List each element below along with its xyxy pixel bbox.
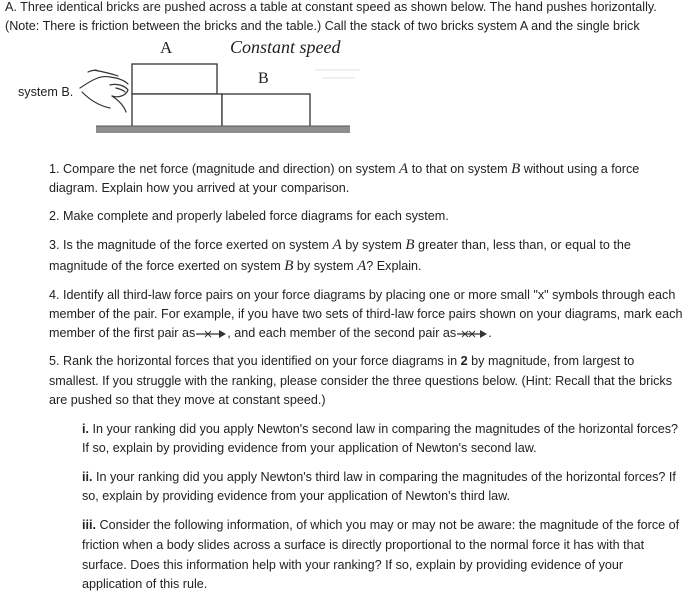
q3-line-1: 3. Is the magnitude of the force exerted on system A by system B greater than, less than, or equal to the: [49, 237, 631, 253]
sub-iii-number: iii.: [82, 518, 96, 532]
sub-ii-line-2: so, explain by providing evidence from your application of Newton's third law.: [82, 489, 511, 503]
q1-line-2: diagram. Explain how you arrived at your comparison.: [49, 181, 350, 195]
bricks-figure: [0, 0, 700, 150]
q5-line-2: smallest. If you struggle with the ranking, please consider the three questions below. (Hint: Recall that the bricks: [49, 374, 673, 388]
table-surface: [96, 126, 350, 133]
double-x-arrow-icon: [456, 329, 488, 339]
q3-number: 3.: [49, 238, 60, 252]
sub-iii-line-1: iii. Consider the following information, of which you may or may not be aware: the magnitude of the force of: [82, 518, 680, 532]
q4-number: 4.: [49, 288, 60, 302]
pushing-hand-icon: [80, 70, 128, 112]
q5-line-1: 5. Rank the horizontal forces that you identified on your force diagrams in 2 by magnitude, from largest to: [49, 354, 635, 368]
motion-ghost-lines: [315, 70, 360, 78]
q3-line-2: magnitude of the force exerted on system B by system A? Explain.: [49, 258, 422, 274]
sub-i-number: i.: [82, 422, 89, 436]
sub-ii-line-1: ii. In your ranking did you apply Newton's third law in comparing the magnitudes of the horizontal forces? If: [82, 470, 676, 484]
q2-number: 2.: [49, 209, 60, 223]
label-constant-speed: Constant speed: [230, 37, 341, 57]
q4-line-3: member of the first pair as , and each member of the second pair as .: [49, 326, 492, 340]
sub-iii-line-3: surface. Does this information help with your ranking? If so, explain by providing evidence of your: [82, 558, 624, 572]
q2-line-1: 2. Make complete and properly labeled force diagrams for each system.: [49, 209, 449, 223]
q1-number: 1.: [49, 162, 60, 176]
q5-line-3: are pushed so that they move at constant speed.): [49, 393, 326, 407]
intro-line-3: system B.: [18, 85, 74, 99]
label-system-a: A: [160, 38, 173, 57]
label-system-b: B: [258, 70, 269, 87]
sub-ii-number: ii.: [82, 470, 93, 484]
sub-iii-line-2: friction when a body slides across a surface is directly proportional to the normal force it has with that: [82, 538, 645, 552]
q1-line-1: 1. Compare the net force (magnitude and direction) on system A to that on system B without using a force: [49, 161, 640, 177]
sub-i-line-1: i. In your ranking did you apply Newton's second law in comparing the magnitudes of the horizontal forces?: [82, 422, 679, 436]
brick-bottom-left: [132, 94, 222, 127]
sub-iii-line-4: application of this rule.: [82, 577, 208, 591]
q4-line-1: 4. Identify all third-law force pairs on your force diagrams by placing one or more small "x" symbols through each: [49, 288, 676, 302]
intro-line-2: (Note: There is friction between the bricks and the table.) Call the stack of two bricks system A and the single brick: [5, 19, 640, 33]
sub-i-line-2: If so, explain by providing evidence from your application of Newton's second law.: [82, 441, 537, 455]
single-x-arrow-icon: [195, 329, 227, 339]
brick-top: [132, 64, 217, 94]
q5-number: 5.: [49, 354, 60, 368]
intro-line-1: A. Three identical bricks are pushed across a table at constant speed as shown below. The hand pushes horizontally.: [5, 0, 657, 14]
q4-line-2: member of the pair. For example, if you have two sets of third-law force pairs shown on your diagrams, mark each: [49, 307, 683, 321]
brick-bottom-right: [222, 94, 310, 127]
